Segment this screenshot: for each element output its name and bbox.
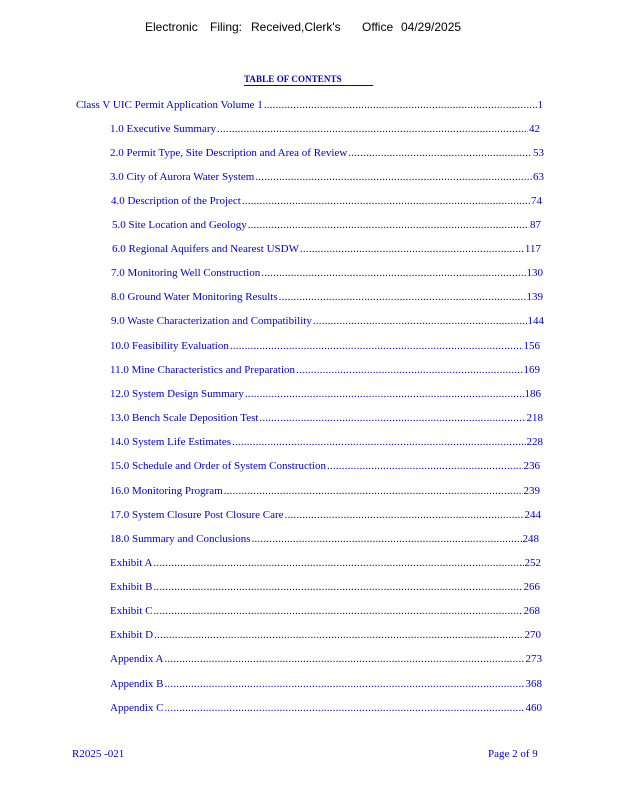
toc-entry[interactable] [110,145,544,161]
toc-entry-label: Exhibit B [110,581,153,593]
toc-entry[interactable] [110,507,541,523]
toc-entry-page: 248 [522,533,539,545]
document-id: R2025 -021 [72,748,125,760]
toc-entry-page: 117 [524,243,541,255]
toc-entry-page: 368 [525,678,542,690]
header-date: 04/29/2025 [401,20,462,34]
header-word-received: Received,Clerk's [251,20,341,34]
toc-entry-label: 4.0 Description of the Project [111,195,241,207]
toc-entry[interactable] [76,97,543,113]
toc-entry-page: 186 [524,388,541,400]
toc-entry-page: 139 [526,291,543,303]
toc-entry-label: Class V UIC Permit Application Volume 1 [76,99,263,111]
toc-entry[interactable] [110,434,543,450]
toc-entry-label: 16.0 Monitoring Program [110,485,223,497]
toc-leader-dots [217,121,528,137]
toc-entry[interactable] [110,676,542,692]
toc-entry[interactable] [110,700,542,716]
toc-entry-page: 63 [533,171,544,183]
toc-entry-label: Exhibit A [110,557,153,569]
toc-entry-label: Exhibit C [110,605,153,617]
toc-leader-dots [261,265,525,281]
toc-entry[interactable] [110,338,540,354]
toc-entry[interactable] [110,121,540,137]
toc-leader-dots [259,410,525,426]
toc-entry-label: 2.0 Permit Type, Site Description and Area of Review [110,147,348,159]
toc-entry-page: 169 [523,364,540,376]
header-word-electronic: Electronic [145,20,198,34]
toc-entry-page: 236 [523,460,540,472]
toc-leader-dots [300,241,524,257]
toc-entry-page: 244 [524,509,541,521]
toc-entry-label: 13.0 Bench Scale Deposition Test [110,412,259,424]
toc-leader-dots [255,169,532,185]
toc-leader-dots [164,700,524,716]
toc-entry-page: 144 [527,315,544,327]
toc-entry-label: 11.0 Mine Characteristics and Preparation [110,364,296,376]
toc-entry[interactable] [110,483,540,499]
toc-entry[interactable] [110,603,540,619]
toc-entry[interactable] [110,531,539,547]
toc-entry[interactable] [112,241,541,257]
toc-entry-page: 218 [526,412,543,424]
toc-entry-page: 228 [526,436,543,448]
toc-leader-dots [164,676,524,692]
toc-leader-dots [232,434,526,450]
toc-entry[interactable] [110,458,540,474]
toc-entry-page: 130 [526,267,543,279]
toc-entry[interactable] [110,579,540,595]
toc-entry[interactable] [110,386,541,402]
toc-entry[interactable] [110,627,541,643]
header-word-filing: Filing: [210,20,243,34]
toc-leader-dots [248,217,529,233]
toc-entry-page: 87 [530,219,541,231]
toc-leader-dots [313,313,527,329]
toc-entry-label: 10.0 Feasibility Evaluation [110,340,229,352]
toc-leader-dots [296,362,522,378]
toc-leader-dots [279,289,526,305]
toc-leader-dots [242,193,530,209]
toc-entry-page: 268 [523,605,540,617]
toc-leader-dots [164,651,524,667]
toc-entry-label: Exhibit D [110,629,154,641]
toc-entry[interactable] [110,651,542,667]
toc-entry-page: 156 [523,340,540,352]
toc-title: TABLE OF CONTENTS [244,74,373,86]
toc-entry-page: 460 [525,702,542,714]
toc-entry[interactable] [111,193,542,209]
toc-entry[interactable] [112,217,541,233]
toc-entry-page: 42 [529,123,540,135]
toc-entry[interactable] [111,265,543,281]
toc-entry-label: 12.0 System Design Summary [110,388,244,400]
toc-entry-label: 5.0 Site Location and Geology [112,219,247,231]
toc-leader-dots [327,458,523,474]
toc-entry-label: Appendix A [110,653,164,665]
toc-entry-page: 273 [525,653,542,665]
page-number: Page 2 of 9 [488,748,538,760]
toc-entry[interactable] [111,313,544,329]
toc-entry-label: 3.0 City of Aurora Water System [110,171,255,183]
toc-entry-label: 1.0 Executive Summary [110,123,217,135]
toc-leader-dots [264,97,537,113]
toc-entry-label: Appendix C [110,702,164,714]
toc-entry-label: 15.0 Schedule and Order of System Construction [110,460,326,472]
toc-leader-dots [245,386,524,402]
toc-entry-label: 14.0 System Life Estimates [110,436,231,448]
toc-entry[interactable] [111,289,543,305]
toc-entry-label: 7.0 Monitoring Well Construction [111,267,261,279]
toc-entry[interactable] [110,362,540,378]
toc-leader-dots [154,627,523,643]
toc-leader-dots [230,338,523,354]
toc-leader-dots [348,145,532,161]
toc-leader-dots [153,555,523,571]
toc-entry-page: 1 [537,99,543,111]
toc-entry-label: Appendix B [110,678,164,690]
toc-leader-dots [224,483,523,499]
toc-entry-label: 8.0 Ground Water Monitoring Results [111,291,278,303]
toc-entry-page: 74 [531,195,542,207]
toc-entry[interactable] [110,169,544,185]
toc-leader-dots [153,579,522,595]
toc-entry-label: 17.0 System Closure Post Closure Care [110,509,284,521]
toc-leader-dots [153,603,522,619]
toc-leader-dots [285,507,524,523]
toc-entry-label: 9.0 Waste Characterization and Compatibility [111,315,312,327]
toc-entry-page: 270 [524,629,541,641]
toc-entry[interactable] [110,555,541,571]
toc-entry-page: 252 [524,557,541,569]
header-word-office: Office [362,20,394,34]
toc-entry-page: 239 [523,485,540,497]
toc-entry-label: 6.0 Regional Aquifers and Nearest USDW [112,243,299,255]
toc-entry-page: 53 [533,147,544,159]
toc-entry[interactable] [110,410,543,426]
toc-leader-dots [252,531,522,547]
toc-entry-label: 18.0 Summary and Conclusions [110,533,251,545]
toc-entry-page: 266 [523,581,540,593]
